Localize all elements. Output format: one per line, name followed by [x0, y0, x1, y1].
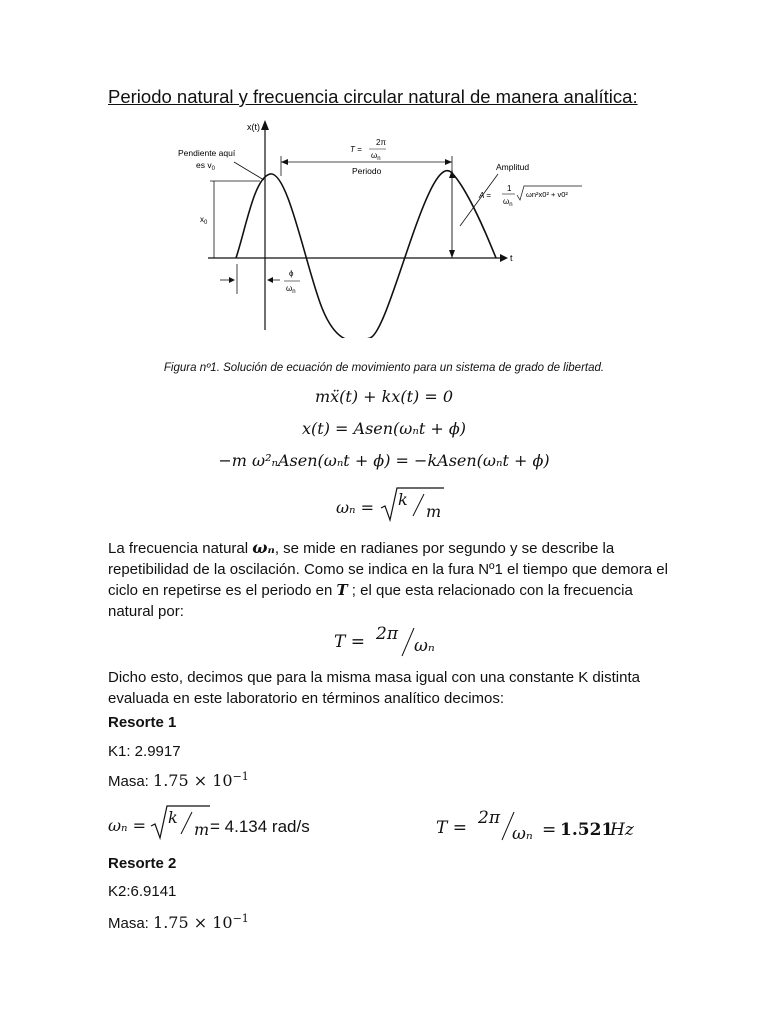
resorte1-wn-m: m	[194, 820, 210, 839]
y-axis-label: x(t)	[247, 122, 260, 132]
page-title: Periodo natural y frecuencia circular natural de manera analítica:	[108, 86, 638, 107]
x0-label: $x_0$	[200, 215, 208, 226]
paragraph-laboratory: Dicho esto, decimos que para la misma masa igual con una constante K distinta evaluada en este laboratorio en términos analítico decimos:	[108, 669, 640, 707]
resorte1-T-den: ωₙ	[512, 824, 533, 844]
sine-curve	[236, 171, 496, 338]
amplitude-den: $\omega_n$	[503, 197, 513, 208]
amplitude-A: A =	[479, 191, 491, 200]
phase-num: ϕ	[289, 269, 294, 278]
resorte2-k: K2:6.9141	[108, 883, 177, 900]
amplitude-arrow-bottom	[449, 250, 455, 258]
t-axis-arrow	[500, 254, 508, 262]
resorte1-wn-lhs: ωₙ =	[108, 816, 147, 835]
resorte1-wn-equation	[108, 804, 348, 840]
paragraph-natural-frequency	[108, 538, 668, 622]
resorte1-T-unit: Hz	[610, 820, 634, 840]
para1-text1: La frecuencia natural	[108, 540, 253, 557]
figure-caption: Figura nº1. Solución de ecuación de movimiento para un sistema de grado de libertad.	[163, 362, 605, 374]
period-num: 2π	[376, 138, 386, 147]
para1-T: T	[336, 581, 348, 599]
equation-period	[334, 624, 454, 660]
equation-motion: mẍ(t) + kx(t) = 0	[314, 387, 454, 406]
resorte1-masa-label: Masa:	[108, 773, 154, 790]
resorte2-masa	[108, 912, 249, 932]
resorte2-masa-label: Masa:	[108, 915, 154, 932]
t-axis-label: t	[510, 253, 513, 263]
resorte1-T-num: 2π	[478, 808, 500, 828]
eq5-lhs: T =	[334, 632, 365, 652]
eq4-m: m	[426, 502, 442, 521]
period-arrow-right	[445, 159, 452, 165]
slope-pointer	[234, 162, 264, 180]
eq4-k: k	[398, 490, 408, 509]
phase-den: $\omega_n$	[286, 284, 296, 295]
equation-substitution: −m ω²ₙAsen(ωₙt + ϕ) = −kAsen(ωₙt + ϕ)	[218, 451, 550, 470]
slope-label-line2: es $v_0$	[196, 160, 215, 172]
equation-natural-frequency	[336, 486, 446, 522]
resorte1-wn-k: k	[168, 808, 178, 827]
resorte2-masa-value: 1.75 × 10	[153, 913, 233, 932]
phase-arrowhead-right	[267, 277, 273, 283]
resorte1-masa-exp: −1	[232, 770, 249, 783]
equation-solution: x(t) = Asen(ωₙt + ϕ)	[302, 419, 466, 438]
phase-arrowhead-left	[229, 277, 235, 283]
amplitude-label: Amplitud	[496, 162, 530, 172]
resorte1-T-value: 1.521	[560, 820, 614, 840]
y-axis-arrow	[261, 120, 269, 130]
slope-label-line1: Pendiente aquí	[178, 148, 236, 158]
resorte1-masa-value: 1.75 × 10	[153, 771, 233, 790]
resorte1-masa	[108, 770, 249, 790]
resorte1-wn-result: = 4.134 rad/s	[210, 817, 310, 836]
period-den: $\omega_n$	[371, 151, 381, 162]
para1-text3: ; el que esta relacionado con la frecuencia natural por:	[108, 582, 633, 620]
resorte2-masa-exp: −1	[232, 912, 249, 925]
resorte2-heading: Resorte 2	[108, 855, 177, 872]
period-T: T =	[350, 145, 362, 154]
eq5-den: ωₙ	[414, 636, 435, 656]
resorte1-heading: Resorte 1	[108, 714, 177, 731]
resorte1-period-equation	[436, 808, 656, 844]
oscillation-figure	[170, 118, 610, 338]
amplitude-num: 1	[507, 184, 512, 193]
amplitude-root: ωn²x0² + v0²	[526, 190, 568, 199]
period-arrow-left	[281, 159, 288, 165]
resorte1-k: K1: 2.9917	[108, 743, 181, 760]
period-label: Periodo	[352, 166, 382, 176]
para1-text2: , se mide en radianes por segundo y se describe la repetibilidad de la oscilación. Como se indica en la fura Nº1 el tiempo que demora el ciclo en repetirse es el periodo en	[108, 540, 668, 599]
eq4-lhs: ωₙ =	[336, 498, 375, 517]
resorte1-T-eq: =	[542, 820, 557, 840]
resorte1-T-lhs: T =	[436, 818, 467, 838]
para1-wn: ωₙ	[252, 538, 275, 557]
eq5-num: 2π	[376, 624, 398, 644]
